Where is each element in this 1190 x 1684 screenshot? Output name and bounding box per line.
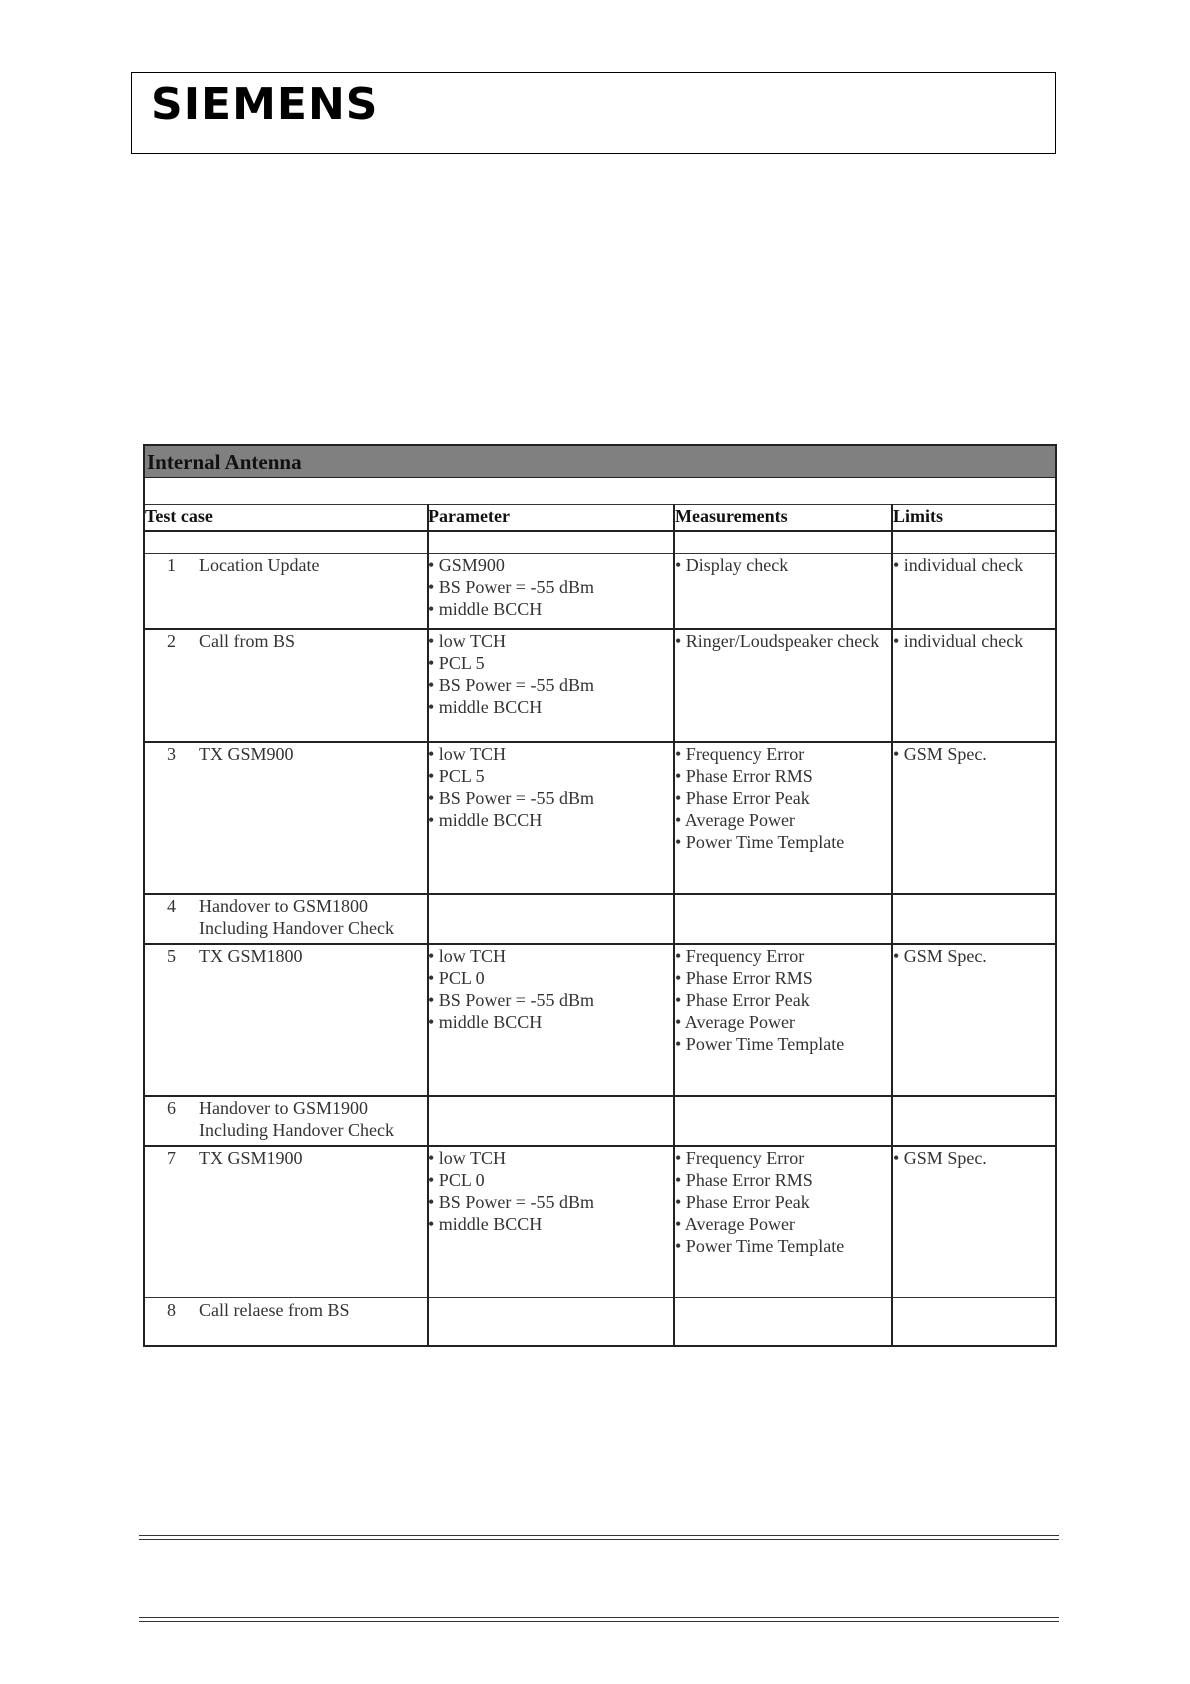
limits-cell <box>893 743 987 765</box>
parameter-cell <box>428 743 594 831</box>
parameter-cell <box>428 554 594 620</box>
test-case-number: 4 <box>167 896 176 916</box>
test-case-number: 1 <box>167 555 176 575</box>
measurement-item: • Phase Error Peak <box>675 788 810 808</box>
parameter-item: • middle BCCH <box>428 697 543 717</box>
rule <box>145 1297 1055 1298</box>
test-case-name-line: Handover to GSM1800 <box>199 896 368 916</box>
test-case-name-line: Handover to GSM1900 <box>199 1098 368 1118</box>
parameter-item: • BS Power = -55 dBm <box>428 675 594 695</box>
footer-rule <box>139 1617 1059 1622</box>
parameter-item: • low TCH <box>428 946 506 966</box>
limit-item: • GSM Spec. <box>893 1148 987 1168</box>
header-test-case: Test case <box>145 506 213 526</box>
header-box <box>131 72 1056 154</box>
parameter-item: • PCL 5 <box>428 653 485 673</box>
measurement-item: • Phase Error Peak <box>675 990 810 1010</box>
measurement-item: • Phase Error RMS <box>675 968 813 988</box>
test-case-name <box>199 1097 394 1141</box>
limit-item: • GSM Spec. <box>893 946 987 966</box>
measurement-item: • Frequency Error <box>675 1148 805 1168</box>
parameter-item: • low TCH <box>428 631 506 651</box>
test-case-number: 8 <box>167 1300 176 1320</box>
table-title: Internal Antenna <box>147 450 302 474</box>
parameter-item: • middle BCCH <box>428 599 543 619</box>
limits-cell <box>893 630 1023 652</box>
parameter-cell <box>428 945 594 1033</box>
table-title-bar <box>145 446 1055 478</box>
test-case-number: 6 <box>167 1098 176 1118</box>
parameter-item: • PCL 5 <box>428 766 485 786</box>
parameter-item: • middle BCCH <box>428 1012 543 1032</box>
header-measurements: Measurements <box>675 506 788 526</box>
test-case-name <box>199 895 394 939</box>
parameter-item: • BS Power = -55 dBm <box>428 990 594 1010</box>
parameter-item: • PCL 0 <box>428 1170 485 1190</box>
measurement-item: • Ringer/Loudspeaker check <box>675 631 880 651</box>
parameter-item: • BS Power = -55 dBm <box>428 788 594 808</box>
parameter-item: • PCL 0 <box>428 968 485 988</box>
parameter-item: • low TCH <box>428 1148 506 1168</box>
parameter-item: • middle BCCH <box>428 810 543 830</box>
header-limits: Limits <box>893 506 944 526</box>
test-case-name-line: Call from BS <box>199 631 296 651</box>
header-parameter: Parameter <box>428 506 510 526</box>
measurement-item: • Average Power <box>675 1012 795 1032</box>
measurement-item: • Average Power <box>675 810 795 830</box>
parameter-item: • middle BCCH <box>428 1214 543 1234</box>
test-case-number: 2 <box>167 631 176 651</box>
test-case-name-line: TX GSM1900 <box>199 1148 303 1168</box>
footer-rule <box>139 1535 1059 1540</box>
test-case-name-line: TX GSM1800 <box>199 946 303 966</box>
measurement-item: • Power Time Template <box>675 1236 845 1256</box>
measurement-item: • Power Time Template <box>675 1034 845 1054</box>
parameter-item: • BS Power = -55 dBm <box>428 577 594 597</box>
parameter-item: • low TCH <box>428 744 506 764</box>
test-case-name-line: Location Update <box>199 555 320 575</box>
test-case-number: 3 <box>167 744 176 764</box>
limits-cell <box>893 945 987 967</box>
measurement-item: • Phase Error Peak <box>675 1192 810 1212</box>
test-case-name <box>199 945 303 967</box>
measurement-item: • Phase Error RMS <box>675 1170 813 1190</box>
parameter-cell <box>428 630 594 718</box>
test-case-number: 7 <box>167 1148 176 1168</box>
measurement-item: • Frequency Error <box>675 946 805 966</box>
measurement-item: • Phase Error RMS <box>675 766 813 786</box>
measurements-cell <box>675 554 788 576</box>
rule <box>145 530 1055 532</box>
test-table <box>143 444 1057 1347</box>
test-case-name-line: Call relaese from BS <box>199 1300 350 1320</box>
parameter-item: • BS Power = -55 dBm <box>428 1192 594 1212</box>
measurements-cell <box>675 945 844 1055</box>
test-case-name <box>199 1299 349 1321</box>
measurements-cell <box>675 743 844 853</box>
test-case-name <box>199 630 295 652</box>
limits-cell <box>893 1147 987 1169</box>
test-case-name <box>199 743 294 765</box>
test-case-name-line: Including Handover Check <box>199 918 394 938</box>
siemens-logo: SIEMENS <box>151 79 379 130</box>
limit-item: • individual check <box>893 631 1024 651</box>
measurement-item: • Average Power <box>675 1214 795 1234</box>
limit-item: • GSM Spec. <box>893 744 987 764</box>
measurements-cell <box>675 1147 844 1257</box>
measurement-item: • Display check <box>675 555 789 575</box>
limits-cell <box>893 554 1023 576</box>
test-case-number: 5 <box>167 946 176 966</box>
limit-item: • individual check <box>893 555 1024 575</box>
parameter-item: • GSM900 <box>428 555 505 575</box>
test-case-name-line: TX GSM900 <box>199 744 294 764</box>
rule <box>145 504 1055 505</box>
measurement-item: • Frequency Error <box>675 744 805 764</box>
test-case-name <box>199 554 319 576</box>
test-case-name-line: Including Handover Check <box>199 1120 394 1140</box>
test-case-name <box>199 1147 303 1169</box>
parameter-cell <box>428 1147 594 1235</box>
measurements-cell <box>675 630 879 652</box>
measurement-item: • Power Time Template <box>675 832 845 852</box>
